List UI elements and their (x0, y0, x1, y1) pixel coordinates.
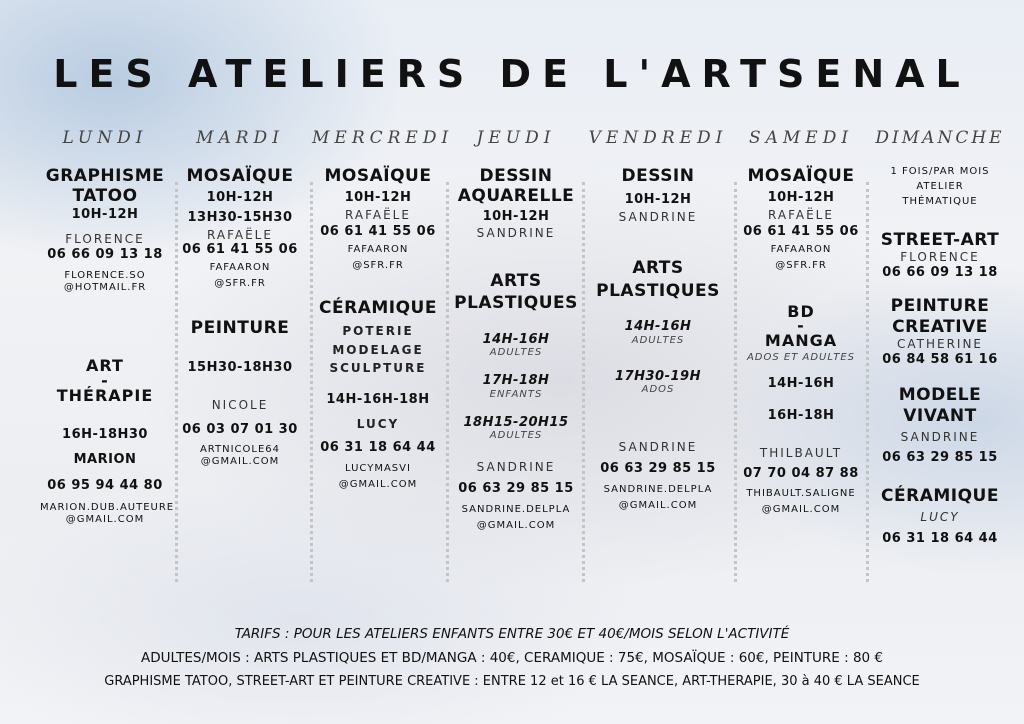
atelier-title: MANGA (764, 331, 838, 351)
day-header-dimanche: DIMANCHE (875, 128, 1005, 148)
atelier-arts-plastiques (449, 271, 583, 533)
email: @SFR.FR (775, 259, 827, 271)
instructor-name: SANDRINE (618, 209, 698, 224)
email: @GMAIL.COM (476, 520, 556, 532)
pricing-line: ADULTES/MOIS : ARTS PLASTIQUES ET BD/MANGA : 40€, CERAMIQUE : 75€, MOSAÏQUE : 60€, PEINTURE : 80 € (140, 650, 884, 666)
atelier-mosaique (176, 166, 304, 290)
audience-label: ADOS ET ADULTES (746, 352, 856, 364)
phone-number: 06 61 41 55 06 (743, 224, 859, 240)
atelier-time: 17H30-19H (615, 368, 701, 384)
email: @GMAIL.COM (65, 513, 145, 525)
atelier-time: 14H-16H (482, 331, 550, 347)
atelier-time: 15H30-18H30 (187, 359, 293, 375)
instructor-name: NICOLE (211, 397, 269, 412)
column-mardi (176, 128, 304, 468)
atelier-title: MODELE (898, 385, 982, 406)
email: FAFAARON (209, 261, 271, 273)
atelier-title: GRAPHISME (45, 166, 165, 186)
column-divider (734, 182, 737, 582)
atelier-street-art (868, 230, 1012, 280)
atelier-time: 18H15-20H15 (463, 414, 569, 430)
instructor-name: FLORENCE (900, 250, 980, 265)
atelier-title: CÉRAMIQUE (881, 485, 999, 506)
atelier-title: ARTS (632, 258, 684, 279)
atelier-time: 14H-16H (624, 319, 692, 335)
email: @GMAIL.COM (618, 500, 698, 512)
dimanche-intro (868, 166, 1012, 208)
page-title: LES ATELIERS DE L'ARTSENAL (53, 52, 971, 96)
pricing-line: TARIFS : POUR LES ATELIERS ENFANTS ENTRE 30€ ET 40€/MOIS SELON L'ACTIVITÉ (234, 626, 790, 642)
day-header-samedi: SAMEDI (748, 128, 854, 148)
atelier-time: 10H-12H (482, 208, 550, 224)
email: @SFR.FR (214, 277, 266, 289)
instructor-name: LUCY (920, 510, 960, 525)
email: ARTNICOLE64 (199, 443, 281, 455)
instructor-name: SANDRINE (476, 226, 556, 241)
atelier-time: 13H30-15H30 (187, 209, 293, 225)
atelier-title: MOSAÏQUE (186, 166, 294, 186)
atelier-subtitle: MODELAGE (332, 342, 424, 357)
email: @GMAIL.COM (200, 455, 280, 467)
phone-number: 06 63 29 85 15 (600, 460, 716, 476)
column-lundi (40, 128, 175, 526)
instructor-name: LUCY (356, 417, 400, 432)
email: @SFR.FR (352, 259, 404, 271)
atelier-time: 10H-12H (624, 192, 692, 208)
atelier-dessin-aquarelle (449, 166, 583, 241)
day-header-vendredi: VENDREDI (588, 128, 728, 148)
atelier-title: ARTS (490, 270, 542, 291)
atelier-time: 14H-16H (767, 376, 835, 392)
pricing-footer (0, 622, 1024, 694)
instructor-name: CATHERINE (896, 337, 984, 352)
audience-label: ADULTES (489, 430, 543, 442)
atelier-title: PLASTIQUES (454, 293, 578, 314)
atelier-title: ART (86, 356, 124, 376)
atelier-time: 16H-18H (767, 407, 835, 423)
column-mercredi (312, 128, 454, 491)
instructor-name: SANDRINE (618, 440, 698, 455)
atelier-subtitle: POTERIE (342, 324, 414, 339)
day-header-lundi: LUNDI (62, 128, 148, 148)
atelier-modele-vivant (868, 385, 1012, 466)
day-header-mercredi: MERCREDI (312, 128, 454, 148)
atelier-mosaique (738, 166, 864, 272)
atelier-title: STREET-ART (880, 230, 1000, 250)
atelier-title: MOSAÏQUE (747, 166, 855, 186)
phone-number: 06 63 29 85 15 (882, 450, 998, 466)
phone-number: 06 84 58 61 16 (882, 351, 998, 367)
column-vendredi (586, 128, 730, 512)
atelier-title: VIVANT (903, 405, 977, 426)
atelier-title: CREATIVE (892, 316, 988, 337)
phone-number: 06 63 29 85 15 (458, 480, 574, 496)
day-header-jeudi: JEUDI (476, 128, 556, 148)
audience-label: ADULTES (631, 334, 685, 346)
atelier-title: DESSIN (479, 166, 553, 186)
email: @GMAIL.COM (761, 503, 841, 515)
atelier-time: 10H-12H (344, 190, 412, 206)
intro-text: THÉMATIQUE (902, 196, 978, 207)
atelier-peinture (176, 318, 304, 468)
atelier-ceramique (312, 298, 444, 491)
atelier-arts-plastiques (586, 258, 730, 512)
column-jeudi (449, 128, 583, 532)
atelier-title: PLASTIQUES (596, 280, 720, 301)
atelier-title: BD (787, 301, 815, 321)
phone-number: 06 03 07 01 30 (182, 421, 298, 437)
phone-number: 06 66 09 13 18 (47, 246, 163, 262)
atelier-title-dash: - (797, 316, 805, 336)
email: FLORENCE.SO (64, 270, 146, 282)
atelier-time: 10H-12H (767, 190, 835, 206)
instructor-name: SANDRINE (476, 460, 556, 475)
email: FAFAARON (770, 243, 832, 255)
audience-label: ENFANTS (489, 388, 543, 400)
atelier-dessin (586, 166, 730, 224)
phone-number: 06 61 41 55 06 (320, 224, 436, 240)
atelier-mosaique (312, 166, 444, 272)
atelier-time: 10H-12H (71, 206, 139, 222)
email: MARION.DUB.AUTEURE (40, 501, 175, 513)
atelier-time: 17H-18H (482, 373, 550, 389)
email: THIBAULT.SALIGNE (746, 487, 856, 499)
phone-number: 06 61 41 55 06 (182, 241, 298, 257)
intro-text: 1 FOIS/PAR MOIS (890, 166, 990, 177)
pricing-line: GRAPHISME TATOO, STREET-ART ET PEINTURE CREATIVE : ENTRE 12 et 16 € LA SEANCE, ART-THERAPIE, 30 à 40 € LA SEANCE (104, 674, 920, 689)
email: FAFAARON (347, 243, 409, 255)
intro-text: ATELIER (916, 181, 964, 192)
atelier-title: AQUARELLE (457, 186, 575, 207)
audience-label: ADULTES (489, 347, 543, 359)
atelier-time: 16H-18H30 (62, 426, 148, 442)
atelier-art-therapie (40, 356, 175, 525)
phone-number: 06 66 09 13 18 (882, 264, 998, 280)
audience-label: ADOS (641, 384, 675, 396)
phone-number: 07 70 04 87 88 (743, 465, 859, 481)
email: @HOTMAIL.FR (63, 282, 147, 294)
phone-number: 06 95 94 44 80 (47, 477, 163, 493)
atelier-title: PEINTURE (190, 317, 290, 338)
atelier-title: DESSIN (621, 166, 695, 186)
column-samedi (738, 128, 864, 516)
instructor-name: THILBAULT (759, 445, 843, 460)
atelier-ceramique (868, 486, 1012, 546)
atelier-title: THÉRAPIE (56, 385, 154, 405)
atelier-peinture-creative (868, 296, 1012, 367)
instructor-name: RAFAËLE (345, 207, 411, 222)
atelier-subtitle: SCULPTURE (329, 361, 427, 376)
instructor-name: SANDRINE (900, 429, 980, 444)
instructor-name: MARION (73, 452, 137, 468)
atelier-bd-manga (738, 302, 864, 516)
atelier-graphisme-tatoo (40, 166, 170, 294)
instructor-name: FLORENCE (65, 232, 145, 247)
column-dimanche (868, 128, 1012, 546)
email: @GMAIL.COM (338, 479, 418, 491)
email: SANDRINE.DELPLA (603, 484, 713, 496)
email: SANDRINE.DELPLA (461, 504, 571, 516)
atelier-title-dash: - (101, 370, 109, 390)
phone-number: 06 31 18 64 44 (882, 530, 998, 546)
instructor-name: RAFAËLE (768, 207, 834, 222)
atelier-title: TATOO (72, 186, 138, 207)
atelier-time: 10H-12H (206, 190, 274, 206)
atelier-title: CÉRAMIQUE (319, 297, 437, 318)
email: LUCYMASVI (345, 463, 411, 475)
day-header-mardi: MARDI (196, 128, 284, 148)
instructor-name: RAFAËLE (207, 227, 273, 242)
atelier-title: PEINTURE (890, 296, 990, 317)
atelier-title: MOSAÏQUE (324, 166, 432, 186)
phone-number: 06 31 18 64 44 (320, 439, 436, 455)
atelier-time: 14H-16H-18H (326, 391, 430, 407)
